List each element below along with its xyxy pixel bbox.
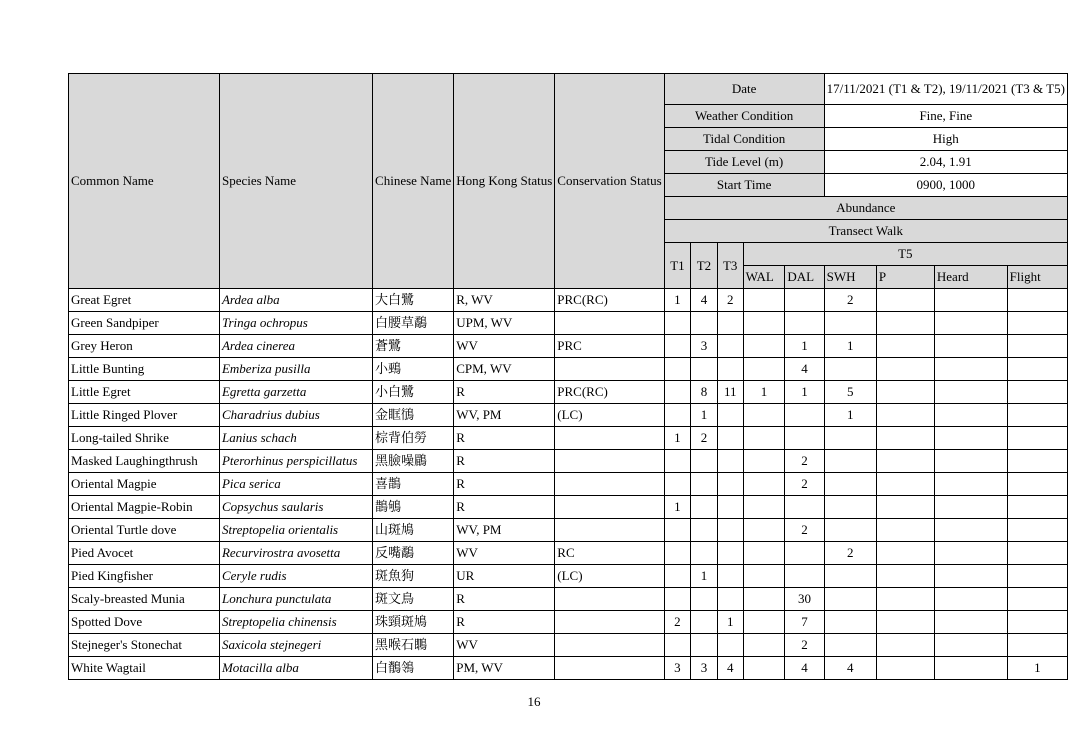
cell-common-name: Pied Kingfisher — [69, 565, 220, 588]
cell-heard — [934, 519, 1007, 542]
cell-swh: 2 — [824, 289, 876, 312]
cell-chinese-name: 棕背伯勞 — [373, 427, 454, 450]
cell-conservation-status — [555, 450, 664, 473]
cell-species-name: Streptopelia orientalis — [219, 519, 372, 542]
cell-common-name: Spotted Dove — [69, 611, 220, 634]
table-row — [69, 358, 1068, 381]
cell-t3 — [717, 588, 743, 611]
cell-p — [876, 427, 934, 450]
cell-p — [876, 473, 934, 496]
cell-p — [876, 496, 934, 519]
cell-t1: 1 — [664, 427, 691, 450]
cell-wal — [743, 473, 785, 496]
cell-t3 — [717, 542, 743, 565]
cell-t2: 1 — [691, 404, 718, 427]
header-conservation-status: Conservation Status — [555, 74, 664, 289]
cell-heard — [934, 404, 1007, 427]
header-tidal-label: Tidal Condition — [664, 128, 824, 151]
cell-swh: 1 — [824, 335, 876, 358]
cell-p — [876, 404, 934, 427]
cell-swh: 2 — [824, 542, 876, 565]
cell-chinese-name: 鵲鴝 — [373, 496, 454, 519]
table-row — [69, 404, 1068, 427]
header-t2: T2 — [691, 243, 718, 289]
header-start-time-value: 0900, 1000 — [824, 174, 1067, 197]
cell-hk-status: WV — [454, 634, 555, 657]
cell-wal — [743, 519, 785, 542]
cell-t1: 2 — [664, 611, 691, 634]
cell-chinese-name: 金眶鴴 — [373, 404, 454, 427]
header-weather-value: Fine, Fine — [824, 105, 1067, 128]
cell-common-name: Little Egret — [69, 381, 220, 404]
cell-heard — [934, 634, 1007, 657]
table-row — [69, 381, 1068, 404]
cell-common-name: Scaly-breasted Munia — [69, 588, 220, 611]
cell-wal — [743, 611, 785, 634]
cell-dal: 4 — [785, 657, 824, 680]
cell-heard — [934, 473, 1007, 496]
header-dal: DAL — [785, 266, 824, 289]
table-row — [69, 565, 1068, 588]
cell-t1 — [664, 404, 691, 427]
table-row — [69, 289, 1068, 312]
cell-t3 — [717, 427, 743, 450]
cell-dal: 30 — [785, 588, 824, 611]
cell-swh — [824, 519, 876, 542]
cell-heard — [934, 312, 1007, 335]
cell-species-name: Lonchura punctulata — [219, 588, 372, 611]
cell-heard — [934, 611, 1007, 634]
cell-t3 — [717, 634, 743, 657]
cell-hk-status: R — [454, 611, 555, 634]
cell-common-name: Oriental Magpie — [69, 473, 220, 496]
cell-wal — [743, 496, 785, 519]
cell-hk-status: R, WV — [454, 289, 555, 312]
header-wal: WAL — [743, 266, 785, 289]
cell-t2: 1 — [691, 565, 718, 588]
cell-chinese-name: 反嘴鷸 — [373, 542, 454, 565]
cell-hk-status: R — [454, 588, 555, 611]
cell-p — [876, 657, 934, 680]
cell-heard — [934, 657, 1007, 680]
cell-hk-status: R — [454, 450, 555, 473]
cell-hk-status: CPM, WV — [454, 358, 555, 381]
cell-dal: 7 — [785, 611, 824, 634]
cell-hk-status: R — [454, 473, 555, 496]
header-p: P — [876, 266, 934, 289]
cell-swh — [824, 358, 876, 381]
cell-common-name: Masked Laughingthrush — [69, 450, 220, 473]
cell-t1 — [664, 335, 691, 358]
cell-chinese-name: 山斑鳩 — [373, 519, 454, 542]
cell-wal — [743, 634, 785, 657]
cell-wal — [743, 335, 785, 358]
cell-chinese-name: 蒼鷺 — [373, 335, 454, 358]
cell-wal — [743, 404, 785, 427]
cell-conservation-status — [555, 657, 664, 680]
cell-flight — [1007, 358, 1067, 381]
table-row — [69, 427, 1068, 450]
cell-flight: 1 — [1007, 657, 1067, 680]
cell-common-name: Grey Heron — [69, 335, 220, 358]
cell-wal — [743, 312, 785, 335]
cell-p — [876, 335, 934, 358]
cell-heard — [934, 588, 1007, 611]
cell-wal — [743, 542, 785, 565]
header-species-name: Species Name — [219, 74, 372, 289]
cell-t1 — [664, 634, 691, 657]
cell-p — [876, 358, 934, 381]
table-row — [69, 588, 1068, 611]
cell-conservation-status — [555, 634, 664, 657]
cell-t1: 3 — [664, 657, 691, 680]
cell-heard — [934, 335, 1007, 358]
cell-wal — [743, 450, 785, 473]
table-row — [69, 611, 1068, 634]
header-transect-walk: Transect Walk — [664, 220, 1067, 243]
header-tidal-value: High — [824, 128, 1067, 151]
cell-wal — [743, 657, 785, 680]
cell-common-name: Little Bunting — [69, 358, 220, 381]
table-row — [69, 496, 1068, 519]
cell-flight — [1007, 634, 1067, 657]
cell-common-name: Long-tailed Shrike — [69, 427, 220, 450]
cell-conservation-status: PRC(RC) — [555, 381, 664, 404]
cell-species-name: Lanius schach — [219, 427, 372, 450]
cell-t3 — [717, 312, 743, 335]
cell-wal — [743, 427, 785, 450]
cell-flight — [1007, 496, 1067, 519]
cell-t3 — [717, 335, 743, 358]
cell-p — [876, 519, 934, 542]
cell-dal: 2 — [785, 450, 824, 473]
cell-hk-status: R — [454, 496, 555, 519]
cell-conservation-status — [555, 519, 664, 542]
cell-flight — [1007, 519, 1067, 542]
header-t3: T3 — [717, 243, 743, 289]
cell-chinese-name: 黑喉石䳭 — [373, 634, 454, 657]
cell-chinese-name: 小白鷺 — [373, 381, 454, 404]
cell-species-name: Pica serica — [219, 473, 372, 496]
cell-flight — [1007, 473, 1067, 496]
cell-conservation-status: PRC(RC) — [555, 289, 664, 312]
cell-t3: 11 — [717, 381, 743, 404]
header-date-label: Date — [664, 74, 824, 105]
cell-t3: 2 — [717, 289, 743, 312]
cell-species-name: Streptopelia chinensis — [219, 611, 372, 634]
cell-t2: 3 — [691, 335, 718, 358]
cell-hk-status: WV, PM — [454, 519, 555, 542]
table-row — [69, 473, 1068, 496]
cell-conservation-status — [555, 611, 664, 634]
header-t1: T1 — [664, 243, 691, 289]
cell-t2 — [691, 588, 718, 611]
cell-p — [876, 588, 934, 611]
cell-wal — [743, 358, 785, 381]
cell-conservation-status — [555, 427, 664, 450]
header-tide-level-value: 2.04, 1.91 — [824, 151, 1067, 174]
cell-swh: 5 — [824, 381, 876, 404]
cell-t1 — [664, 381, 691, 404]
cell-flight — [1007, 588, 1067, 611]
cell-conservation-status: (LC) — [555, 404, 664, 427]
cell-chinese-name: 小鵐 — [373, 358, 454, 381]
cell-heard — [934, 358, 1007, 381]
cell-t1 — [664, 450, 691, 473]
table-row — [69, 519, 1068, 542]
cell-t2 — [691, 519, 718, 542]
header-common-name: Common Name — [69, 74, 220, 289]
cell-species-name: Egretta garzetta — [219, 381, 372, 404]
header-swh: SWH — [824, 266, 876, 289]
table-row — [69, 312, 1068, 335]
header-date-value: 17/11/2021 (T1 & T2), 19/11/2021 (T3 & T5) — [824, 74, 1067, 105]
cell-heard — [934, 427, 1007, 450]
cell-t3 — [717, 473, 743, 496]
cell-hk-status: UPM, WV — [454, 312, 555, 335]
cell-t3 — [717, 565, 743, 588]
cell-t1 — [664, 312, 691, 335]
cell-dal — [785, 496, 824, 519]
cell-flight — [1007, 381, 1067, 404]
survey-table — [68, 73, 1068, 680]
cell-t3 — [717, 450, 743, 473]
cell-species-name: Recurvirostra avosetta — [219, 542, 372, 565]
cell-swh — [824, 473, 876, 496]
cell-p — [876, 565, 934, 588]
cell-heard — [934, 381, 1007, 404]
cell-dal: 2 — [785, 473, 824, 496]
cell-dal: 4 — [785, 358, 824, 381]
cell-t2 — [691, 496, 718, 519]
header-hk-status: Hong Kong Status — [454, 74, 555, 289]
table-row — [69, 657, 1068, 680]
cell-flight — [1007, 289, 1067, 312]
cell-dal — [785, 289, 824, 312]
table-row — [69, 335, 1068, 358]
cell-hk-status: R — [454, 427, 555, 450]
cell-hk-status: UR — [454, 565, 555, 588]
cell-t1 — [664, 519, 691, 542]
cell-chinese-name: 珠頸斑鳩 — [373, 611, 454, 634]
cell-t1 — [664, 358, 691, 381]
cell-flight — [1007, 312, 1067, 335]
cell-t2: 3 — [691, 657, 718, 680]
cell-flight — [1007, 404, 1067, 427]
cell-p — [876, 611, 934, 634]
cell-t3 — [717, 519, 743, 542]
cell-swh — [824, 634, 876, 657]
cell-common-name: Stejneger's Stonechat — [69, 634, 220, 657]
cell-flight — [1007, 611, 1067, 634]
cell-p — [876, 542, 934, 565]
cell-heard — [934, 565, 1007, 588]
cell-species-name: Tringa ochropus — [219, 312, 372, 335]
cell-t1 — [664, 473, 691, 496]
cell-chinese-name: 白腰草鷸 — [373, 312, 454, 335]
header-weather-label: Weather Condition — [664, 105, 824, 128]
cell-conservation-status — [555, 473, 664, 496]
cell-wal — [743, 289, 785, 312]
table-row — [69, 542, 1068, 565]
header-flight: Flight — [1007, 266, 1067, 289]
cell-common-name: Great Egret — [69, 289, 220, 312]
cell-t1 — [664, 542, 691, 565]
cell-flight — [1007, 335, 1067, 358]
cell-hk-status: PM, WV — [454, 657, 555, 680]
cell-chinese-name: 斑文鳥 — [373, 588, 454, 611]
cell-swh — [824, 312, 876, 335]
header-chinese-name: Chinese Name — [373, 74, 454, 289]
cell-t1 — [664, 565, 691, 588]
cell-t2 — [691, 473, 718, 496]
cell-t1: 1 — [664, 289, 691, 312]
species-rows — [69, 289, 1068, 680]
cell-flight — [1007, 427, 1067, 450]
cell-heard — [934, 289, 1007, 312]
cell-common-name: Oriental Magpie-Robin — [69, 496, 220, 519]
cell-t2: 8 — [691, 381, 718, 404]
cell-species-name: Saxicola stejnegeri — [219, 634, 372, 657]
cell-conservation-status — [555, 358, 664, 381]
cell-common-name: Green Sandpiper — [69, 312, 220, 335]
cell-hk-status: R — [454, 381, 555, 404]
cell-species-name: Ceryle rudis — [219, 565, 372, 588]
cell-hk-status: WV — [454, 542, 555, 565]
cell-common-name: Oriental Turtle dove — [69, 519, 220, 542]
cell-heard — [934, 542, 1007, 565]
cell-hk-status: WV, PM — [454, 404, 555, 427]
cell-dal: 2 — [785, 634, 824, 657]
cell-swh — [824, 427, 876, 450]
cell-species-name: Copsychus saularis — [219, 496, 372, 519]
cell-t2 — [691, 611, 718, 634]
cell-flight — [1007, 450, 1067, 473]
cell-t3 — [717, 358, 743, 381]
cell-chinese-name: 大白鷺 — [373, 289, 454, 312]
cell-common-name: White Wagtail — [69, 657, 220, 680]
cell-t2: 2 — [691, 427, 718, 450]
header-t5: T5 — [743, 243, 1067, 266]
cell-p — [876, 312, 934, 335]
cell-t3: 1 — [717, 611, 743, 634]
cell-conservation-status: RC — [555, 542, 664, 565]
cell-species-name: Ardea alba — [219, 289, 372, 312]
page-number: 16 — [527, 694, 541, 709]
header-start-time-label: Start Time — [664, 174, 824, 197]
cell-conservation-status: PRC — [555, 335, 664, 358]
cell-conservation-status — [555, 588, 664, 611]
cell-species-name: Emberiza pusilla — [219, 358, 372, 381]
cell-heard — [934, 496, 1007, 519]
cell-conservation-status — [555, 312, 664, 335]
cell-chinese-name: 黑臉噪鶥 — [373, 450, 454, 473]
cell-flight — [1007, 565, 1067, 588]
cell-wal — [743, 565, 785, 588]
cell-heard — [934, 450, 1007, 473]
cell-swh: 1 — [824, 404, 876, 427]
cell-conservation-status — [555, 496, 664, 519]
cell-species-name: Ardea cinerea — [219, 335, 372, 358]
cell-flight — [1007, 542, 1067, 565]
cell-t2: 4 — [691, 289, 718, 312]
cell-species-name: Charadrius dubius — [219, 404, 372, 427]
cell-dal: 2 — [785, 519, 824, 542]
cell-dal — [785, 542, 824, 565]
cell-p — [876, 289, 934, 312]
cell-hk-status: WV — [454, 335, 555, 358]
cell-swh — [824, 611, 876, 634]
cell-dal — [785, 312, 824, 335]
cell-dal — [785, 565, 824, 588]
cell-chinese-name: 喜鵲 — [373, 473, 454, 496]
cell-dal: 1 — [785, 381, 824, 404]
cell-t2 — [691, 542, 718, 565]
cell-t1 — [664, 588, 691, 611]
cell-t3: 4 — [717, 657, 743, 680]
cell-swh — [824, 450, 876, 473]
cell-p — [876, 381, 934, 404]
cell-dal: 1 — [785, 335, 824, 358]
cell-t3 — [717, 404, 743, 427]
cell-t2 — [691, 450, 718, 473]
cell-t2 — [691, 312, 718, 335]
cell-swh — [824, 565, 876, 588]
cell-wal: 1 — [743, 381, 785, 404]
cell-t2 — [691, 634, 718, 657]
cell-dal — [785, 404, 824, 427]
cell-common-name: Pied Avocet — [69, 542, 220, 565]
table-row — [69, 634, 1068, 657]
cell-swh — [824, 588, 876, 611]
cell-t2 — [691, 358, 718, 381]
cell-swh: 4 — [824, 657, 876, 680]
cell-species-name: Pterorhinus perspicillatus — [219, 450, 372, 473]
header-heard: Heard — [934, 266, 1007, 289]
header-tide-level-label: Tide Level (m) — [664, 151, 824, 174]
cell-swh — [824, 496, 876, 519]
cell-common-name: Little Ringed Plover — [69, 404, 220, 427]
cell-chinese-name: 白鶺鴒 — [373, 657, 454, 680]
cell-t1: 1 — [664, 496, 691, 519]
cell-p — [876, 450, 934, 473]
cell-conservation-status: (LC) — [555, 565, 664, 588]
header-abundance: Abundance — [664, 197, 1067, 220]
cell-wal — [743, 588, 785, 611]
cell-p — [876, 634, 934, 657]
cell-species-name: Motacilla alba — [219, 657, 372, 680]
cell-chinese-name: 斑魚狗 — [373, 565, 454, 588]
cell-dal — [785, 427, 824, 450]
table-row — [69, 450, 1068, 473]
cell-t3 — [717, 496, 743, 519]
